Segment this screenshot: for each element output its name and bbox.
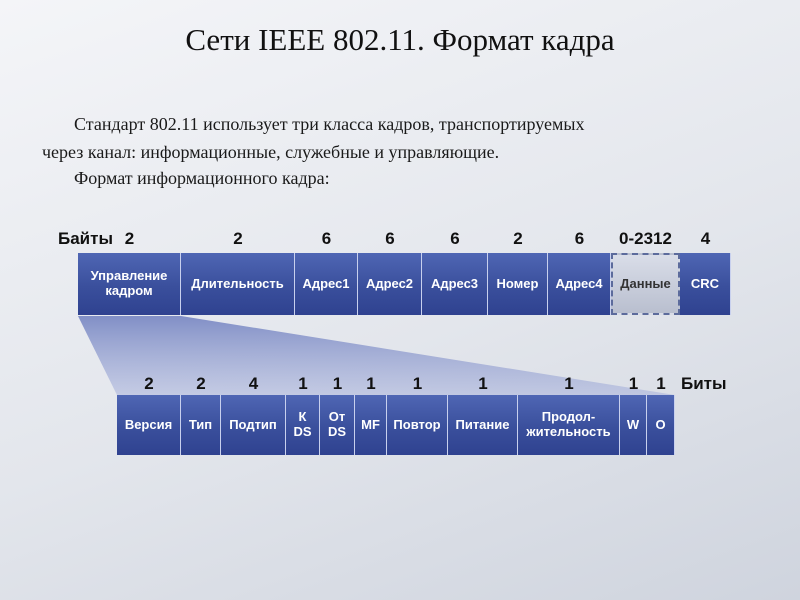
paragraph-line-2: через канал: информационные, служебные и управляющие. [42,142,500,162]
control-field-size: 1 [478,374,488,393]
control-field-label: Питание [455,416,510,432]
frame-field-label: Номер [496,275,539,291]
control-field-label: Тип [188,416,213,432]
frame-field-label: Длительность [191,275,284,291]
frame-field-size: 2 [233,229,243,248]
frame-field-label: Адрес4 [555,275,603,291]
bits-unit-label: Биты [681,374,727,393]
frame-field-size: 6 [321,229,332,248]
control-field-4 [320,395,355,455]
frame-field-label: Управление кадром [90,268,168,298]
frame-field-label: Адрес2 [365,275,414,291]
control-field-size: 1 [366,374,376,393]
control-field-label: Версия [124,416,173,432]
control-field-size: 1 [298,374,308,393]
frame-field-8 [680,253,731,315]
bytes-unit-label: Байты [58,229,113,248]
frame-field-size: 2 [124,229,135,248]
frame-field-label: Адрес3 [430,275,479,291]
frame-field-7 [611,253,680,315]
frame-field-3 [358,253,422,315]
control-field-label: Продол- жительность [526,409,611,439]
control-field-size: 2 [144,374,154,393]
frame-field-size: 0-2312 [619,229,672,248]
slide-title: Сети IEEE 802.11. Формат кадра [185,22,615,57]
control-field-5 [355,395,387,455]
control-field-10 [647,395,675,455]
control-field-size: 1 [628,374,639,393]
frame-field-label: Данные [620,275,671,291]
frame-field-size: 6 [385,229,395,248]
frame-field-5 [488,253,548,315]
control-field-label: Повтор [393,416,441,432]
frame-field-0 [78,253,181,315]
frame-field-label: Адрес1 [302,275,350,291]
control-field-size: 1 [412,374,423,393]
paragraph-line-1: Стандарт 802.11 использует три класса кадров, транспортируемых [74,114,585,134]
control-field-9 [620,395,647,455]
frame-field-size: 4 [700,229,711,248]
control-field-size: 1 [564,374,574,393]
control-field-label: W [626,416,640,432]
control-field-label: К DS [293,409,312,439]
control-field-size: 1 [656,374,666,393]
control-field-7 [448,395,518,455]
control-field-label: Подтип [229,416,277,432]
frame-field-1 [181,253,295,315]
frame-field-size: 6 [450,229,460,248]
paragraph-line-3: Формат информационного кадра: [74,168,330,188]
control-field-label: O [655,416,666,432]
frame-field-size: 6 [574,229,585,248]
control-field-label: От DS [327,409,347,439]
control-field-8 [518,395,620,455]
frame-field-size: 2 [513,229,523,248]
frame-field-4 [422,253,488,315]
control-field-0 [117,395,181,455]
control-field-1 [181,395,221,455]
control-field-size: 4 [248,374,259,393]
control-field-size: 2 [196,374,206,393]
control-field-size: 1 [332,374,343,393]
frame-field-2 [295,253,358,315]
frame-field-label: CRC [690,275,720,291]
control-field-3 [286,395,320,455]
frame-field-6 [548,253,611,315]
control-field-2 [221,395,286,455]
control-field-label: MF [361,416,380,432]
control-field-6 [387,395,448,455]
